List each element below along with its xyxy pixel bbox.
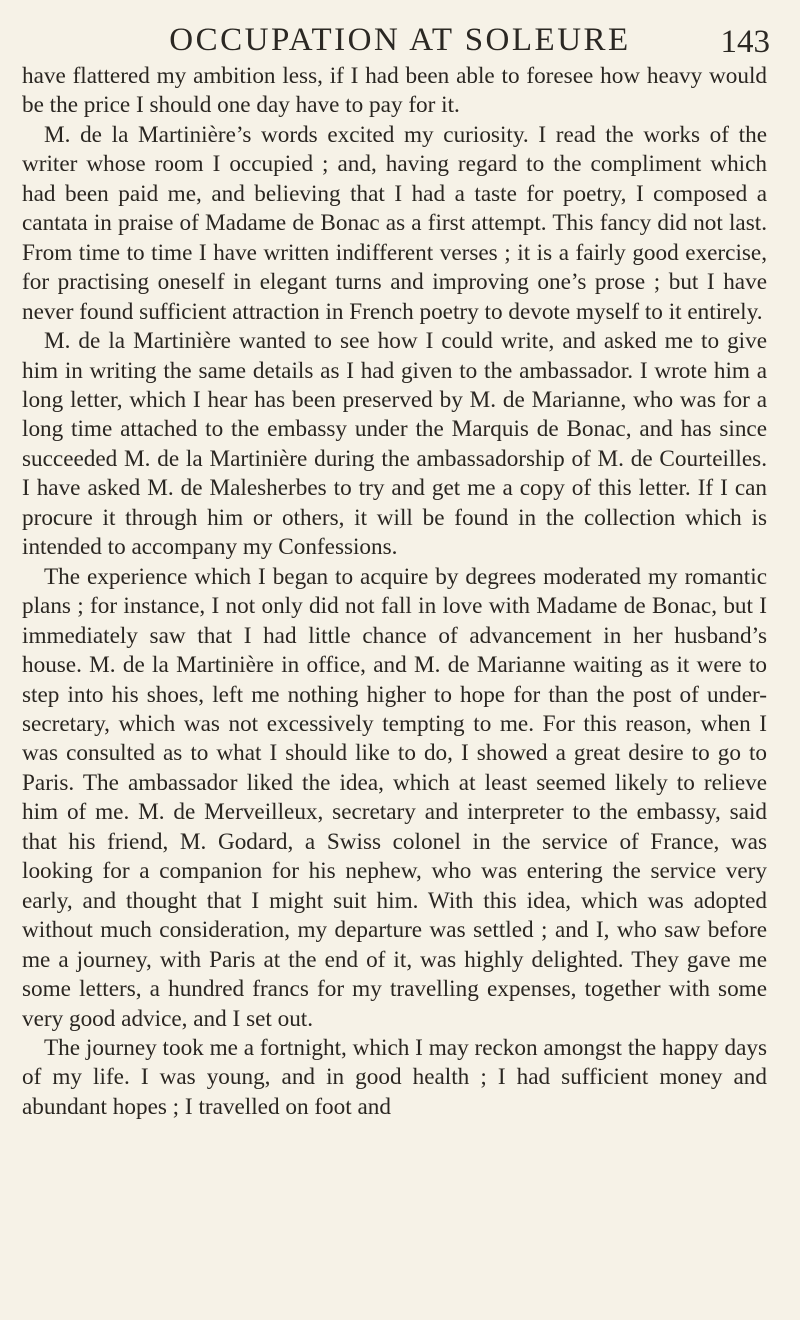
running-head: OCCUPATION AT SOLEURE bbox=[169, 22, 631, 58]
paragraph: have flattered my ambition less, if I had been able to foresee how heavy would be the price I should one day have to pay for it. bbox=[22, 63, 767, 119]
paragraph: The experience which I began to acquire by degrees moderated my romantic plans ; for instance, I not only did not fall in love with Madame de Bonac, but I immediately saw that I had little chance of advancement in her husband’s house. M. de la Martinière in office, and M. de Marianne waiting as it were to step into his shoes, left me nothing higher to hope for than the post of under-secretary, which was not excessively tempting to me. For this reason, when I was consulted as to what I should like to do, I showed a great desire to go to Paris. The ambassador liked the idea, which at least seemed likely to relieve him of me. M. de Merveilleux, secretary and interpreter to the embassy, said that his friend, M. Godard, a Swiss colonel in the service of France, was looking for a companion for his nephew, who was entering the service very early, and thought that I might suit him. With this idea, which was adopted without much consideration, my departure was settled ; and I, who saw before me a journey, with Paris at the end of it, was highly delighted. They gave me some letters, a hundred francs for my travelling expenses, together with some very good advice, and I set out. bbox=[22, 563, 767, 1032]
page-header bbox=[0, 22, 800, 62]
paragraph: The journey took me a fortnight, which I may reckon amongst the happy days of my life. I was young, and in good health ; I had sufficient money and abundant hopes ; I travelled on foot and bbox=[22, 1034, 767, 1120]
paragraph: M. de la Martinière’s words excited my curiosity. I read the works of the writer whose room I occupied ; and, having regard to the compliment which had been paid me, and believing that I had a taste for poetry, I composed a cantata in praise of Madame de Bonac as a first attempt. This fancy did not last. From time to time I have written indifferent verses ; it is a fairly good exercise, for practising oneself in elegant turns and improving one’s prose ; but I have never found sufficient attraction in French poetry to devote myself to it entirely. bbox=[22, 121, 767, 325]
paragraph: M. de la Martinière wanted to see how I could write, and asked me to give him in writing the same details as I had given to the ambassador. I wrote him a long letter, which I hear has been preserved by M. de Marianne, who was for a long time attached to the embassy under the Marquis de Bonac, and has since succeeded M. de la Martinière during the ambassadorship of M. de Courteilles. I have asked M. de Malesherbes to try and get me a copy of this letter. If I can procure it through him or others, it will be found in the collection which is intended to accompany my Confessions. bbox=[22, 328, 767, 561]
body-text bbox=[22, 62, 767, 1122]
page-number: 143 bbox=[720, 24, 770, 60]
